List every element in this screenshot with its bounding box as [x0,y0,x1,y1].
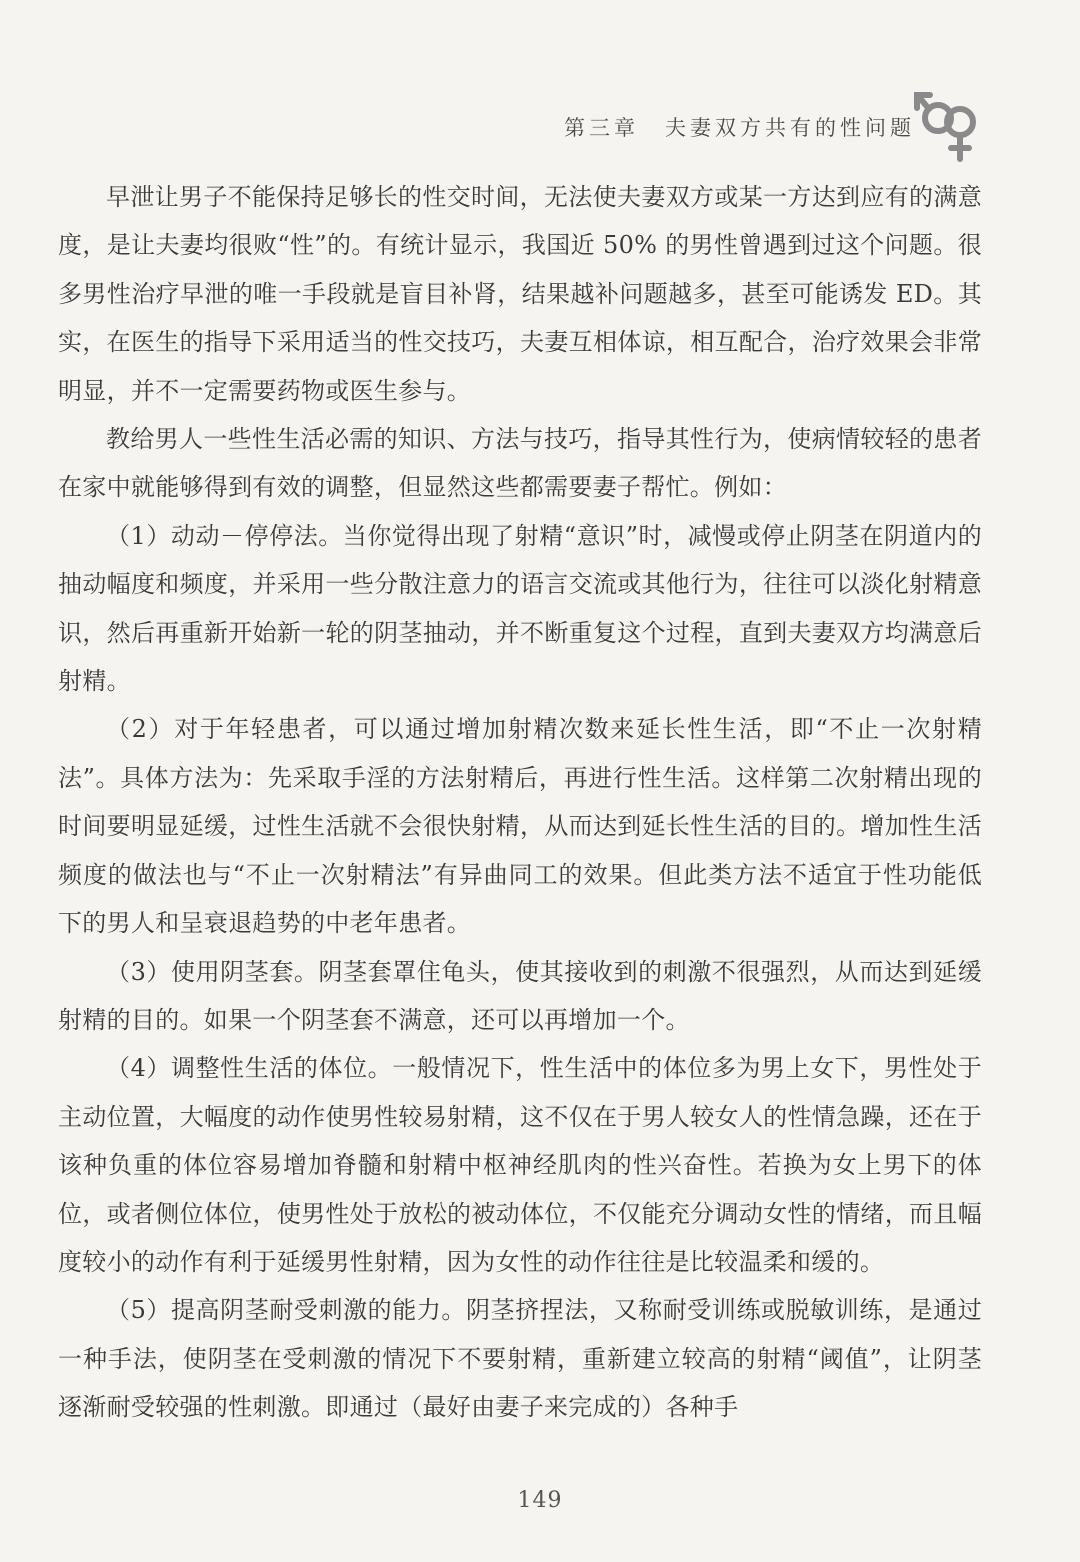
paragraph-method-4: （4）调整性生活的体位。一般情况下，性生活中的体位多为男上女下，男性处于主动位置，大幅度的动作使男性较易射精，这不仅在于男人较女人的性情急躁，还在于该种负重的体位容易增加脊髓和射精中枢神经肌肉的性兴奋性。若换为女上男下的体位，或者侧位体位，使男性处于放松的被动体位，不仅能充分调动女性的情绪，而且幅度较小的动作有利于延缓男性射精，因为女性的动作往往是比较温柔和缓的。 [58,1054,982,1276]
paragraph-guidance: 教给男人一些性生活必需的知识、方法与技巧，指导其性行为，使病情较轻的患者在家中就能够得到有效的调整，但显然这些都需要妻子帮忙。例如： [58,425,982,502]
running-header [564,112,915,142]
page-number: 149 [517,1488,563,1513]
paragraph-method-1: （1）动动－停停法。当你觉得出现了射精“意识”时，减慢或停止阴茎在阴道内的抽动幅度和频度，并采用一些分散注意力的语言交流或其他行为，往往可以淡化射精意识，然后再重新开始新一轮的阴茎抽动，并不断重复这个过程，直到夫妻双方均满意后射精。 [58,521,982,696]
chapter-title: 夫妻双方共有的性问题 [665,116,915,140]
paragraph-method-5: （5）提高阴茎耐受刺激的能力。阴茎挤捏法，又称耐受训练或脱敏训练，是通过一种手法，使阴茎在受刺激的情况下不要射精，重新建立较高的射精“阈值”，让阴茎逐渐耐受较强的性刺激。即通过（最好由妻子来完成的）各种手 [58,1296,982,1422]
paragraph-intro: 早泄让男子不能保持足够长的性交时间，无法使夫妻双方或某一方达到应有的满意度，是让夫妻均很败“性”的。有统计显示，我国近 50% 的男性曾遇到过这个问题。很多男性治疗早泄的唯一手段就是盲目补肾，结果越补问题越多，甚至可能诱发 ED。其实，在医生的指导下采用适当的性交技巧，夫妻互相体谅，相互配合，治疗效果会非常明显，并不一定需要药物或医生参与。 [58,183,982,405]
body-text [58,173,982,1432]
paragraph-method-2: （2）对于年轻患者，可以通过增加射精次数来延长性生活，即“不止一次射精法”。具体方法为：先采取手淫的方法射精后，再进行性生活。这样第二次射精出现的时间要明显延缓，过性生活就不会很快射精，从而达到延长性生活的目的。增加性生活频度的做法也与“不止一次射精法”有异曲同工的效果。但此类方法不适宜于性功能低下的男人和呈衰退趋势的中老年患者。 [58,715,982,938]
chapter-number: 第三章 [564,116,639,140]
male-female-symbol-icon [914,88,984,164]
paragraph-method-3: （3）使用阴茎套。阴茎套罩住龟头，使其接收到的刺激不很强烈，从而达到延缓射精的目的。如果一个阴茎套不满意，还可以再增加一个。 [58,957,982,1034]
